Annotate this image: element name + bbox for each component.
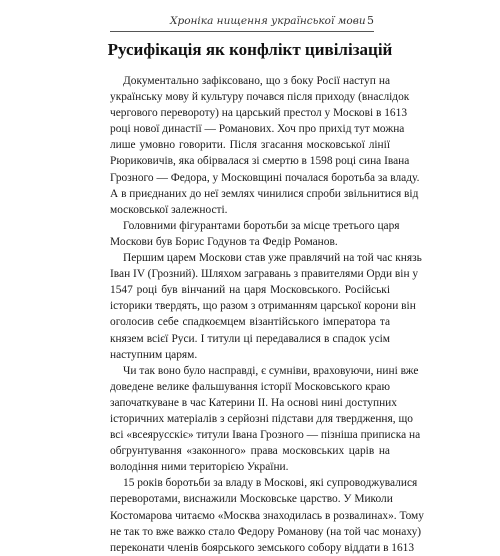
section-heading: Русифікація як конфлікт цивілізацій (107, 40, 393, 59)
text-line: Костомарова читаємо «Москва знаходилась в розвалинах». Тому (110, 509, 424, 522)
text-line: обгрунтування «законного» права московських царів на (110, 445, 390, 458)
paragraph (110, 363, 421, 476)
text-line: не так то вже важко стало Федору Романову (на той час монаху) (110, 525, 422, 538)
text-line: А в приєднаних до неї землях чинилися спроби звільнитися від (110, 187, 419, 200)
text-line: переконати членів боярського земського собору віддати в 1613 (110, 541, 415, 554)
text-line: році нової династії — Романових. Хоч про прихід тут можна (110, 123, 405, 136)
page-number: 5 (367, 14, 374, 27)
running-head (110, 13, 374, 32)
text-line: українську мову й культуру почався після приходу (внаслідок (110, 91, 410, 104)
text-line: Рюриковичів, яка обірвалася зі смертю в 1598 році сина Івана (110, 155, 410, 168)
text-line: оголосив себе спадкоємцем візантійського імператора та (110, 316, 390, 329)
text-line: Першим царем Москови став уже правлячий на той час князь (123, 252, 422, 265)
text-line: Москови був Борис Годунов та Федір Романов. (110, 235, 338, 248)
text-line: переворотами, виснажили Московське царство. У Миколи (110, 493, 393, 506)
text-line: 1547 році був вінчаний на царя Московського. Російські (110, 284, 390, 297)
paragraph (110, 475, 424, 555)
text-line: Іван IV (Грозний). Шляхом загравань з правителями Орди він у (110, 268, 419, 281)
text-line: започаткуване в час Катерини II. На основі нині доступних (110, 396, 397, 409)
text-line: 15 років боротьби за владу в Москові, які супроводжувалися (123, 477, 418, 490)
text-line: володіння ними територією України. (110, 461, 289, 474)
paragraph (110, 73, 420, 218)
text-line: наступним царям. (110, 348, 198, 361)
text-line: Чи так воно було насправді, є сумніви, враховуючи, нині вже (123, 364, 419, 377)
text-line: лише умовно говорити. Після згасання московської лінії (110, 139, 390, 152)
text-line: всі «всеярусскіє» титули Івана Грозного — пізніша приписка на (110, 429, 421, 442)
text-line: Головними фігурантами боротьби за місце третього царя (123, 219, 400, 232)
paragraph (110, 250, 422, 363)
text-line: московської залежності. (110, 203, 228, 216)
text-line: історики твердять, що разом з отриманням царської корони він (110, 300, 416, 313)
paragraph (110, 218, 400, 250)
text-line: історичних матеріалів з серйозні підстави для твердження, що (110, 412, 413, 425)
running-title: Хроніка нищення української мови (170, 15, 366, 27)
body-text (110, 73, 424, 556)
text-line: Грозного — Федора, у Московщині почалася боротьба за владу. (110, 171, 420, 184)
text-line: князем всієї Руси. І титули ці передавалися в спадок усім (110, 332, 390, 345)
text-line: Документально зафіксовано, що з боку Росії наступ на (123, 75, 390, 87)
text-line: чергового перевороту) на царський престол у Москові в 1613 (110, 107, 408, 120)
text-line: доведене велике фальшування історії Московського краю (110, 380, 390, 393)
